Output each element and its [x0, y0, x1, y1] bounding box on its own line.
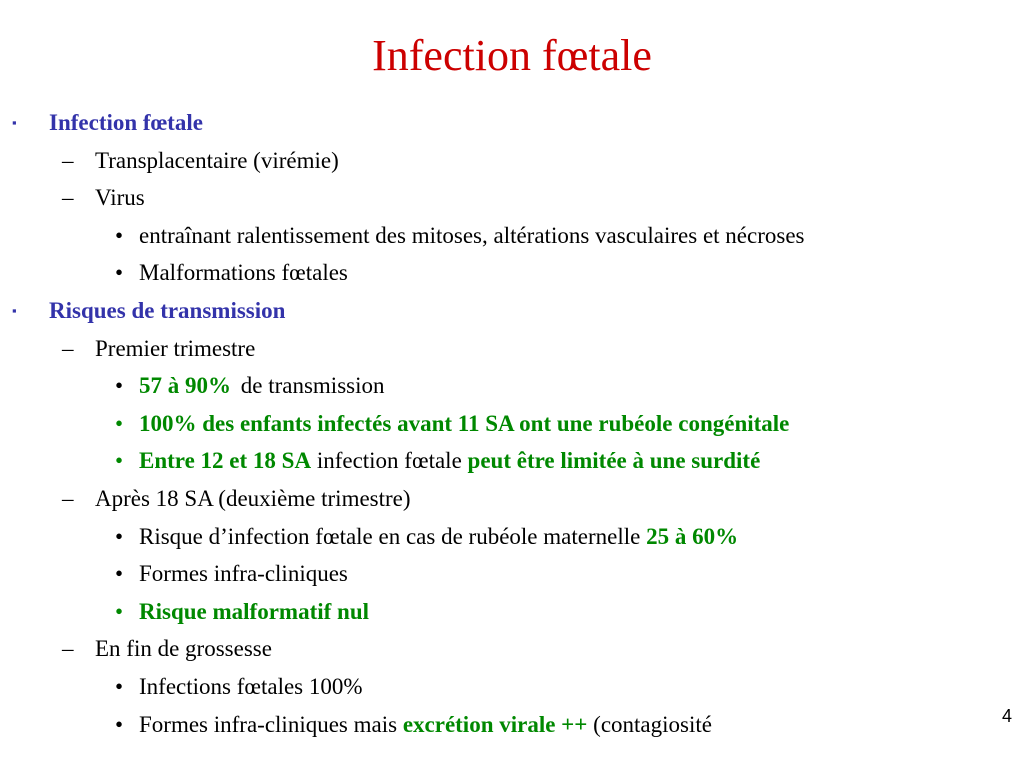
bullet-text: Malformations fœtales: [139, 260, 348, 286]
subsubbullet-malformations: [0, 254, 1024, 292]
subsubbullet-transmission-rate: [0, 367, 1024, 405]
slide-title: Infection fœtale: [372, 31, 652, 80]
subsubbullet-risque-malformatif: [0, 593, 1024, 631]
dot-bullet-icon: •: [115, 523, 124, 549]
slide-content: [0, 104, 1024, 743]
subbullet-premier-trimestre: [0, 330, 1024, 368]
subsubbullet-mitoses: [0, 217, 1024, 255]
highlight-text: Entre 12 et 18 SA: [139, 448, 312, 474]
subsubbullet-excretion-virale: [0, 706, 1024, 744]
highlight-text: excrétion virale ++: [402, 711, 588, 737]
subsubbullet-risque-infection: [0, 518, 1024, 556]
subbullet-transplacentaire: [0, 142, 1024, 180]
subbullet-virus: [0, 179, 1024, 217]
subsubbullet-surdite: [0, 442, 1024, 480]
highlight-text: 57 à 90%: [139, 373, 231, 399]
bullet-text: de transmission: [235, 373, 385, 399]
dot-bullet-icon: •: [115, 222, 124, 248]
section-heading: Infection fœtale: [49, 110, 203, 135]
bullet-text: Transplacentaire (virémie): [95, 147, 339, 173]
dot-bullet-icon: •: [115, 711, 124, 737]
dot-bullet-icon: •: [115, 373, 124, 399]
dot-bullet-icon: •: [115, 598, 124, 624]
bullet-text: Virus: [95, 185, 145, 211]
bullet-text: Après 18 SA (deuxième trimestre): [95, 485, 411, 511]
section-heading: Risques de transmission: [49, 297, 286, 323]
bullet-text: Risque d’infection fœtale en cas de rubéole maternelle: [139, 523, 647, 549]
bullet-text: entraînant ralentissement des mitoses, altérations vasculaires et nécroses: [139, 222, 805, 248]
dot-bullet-icon: •: [115, 260, 124, 286]
bullet-text: Premier trimestre: [95, 335, 256, 361]
subsubbullet-formes-infra-cliniques: [0, 555, 1024, 593]
page-number: 4: [1001, 706, 1012, 726]
highlight-text: peut être limitée à une surdité: [467, 448, 761, 474]
bullet-text: En fin de grossesse: [95, 636, 272, 662]
highlight-text: 25 à 60%: [646, 523, 739, 549]
bullet-text: infection fœtale: [311, 448, 468, 474]
bullet-text: Infections fœtales 100%: [139, 673, 363, 699]
bullet-text: (contagiosité: [587, 711, 712, 737]
dash-bullet-icon: –: [62, 636, 74, 662]
bullet-risques-transmission: [0, 292, 1024, 330]
dot-bullet-icon: •: [115, 410, 124, 436]
subbullet-apres-18-sa: [0, 480, 1024, 518]
highlight-text: Risque malformatif nul: [139, 598, 369, 624]
dash-bullet-icon: –: [62, 147, 74, 173]
subbullet-fin-grossesse: [0, 630, 1024, 668]
square-bullet-icon: ▪: [12, 115, 17, 130]
subsubbullet-rubeole-congenitale: [0, 405, 1024, 443]
square-bullet-icon: ▪: [12, 302, 17, 318]
dot-bullet-icon: •: [115, 673, 124, 699]
highlight-text: 100% des enfants infectés avant 11 SA ont une rubéole congénitale: [139, 410, 790, 436]
dot-bullet-icon: •: [115, 561, 124, 587]
subsubbullet-infections-100: [0, 668, 1024, 706]
bullet-infection-foetale: [0, 104, 1024, 142]
dash-bullet-icon: –: [62, 185, 74, 211]
dot-bullet-icon: •: [115, 448, 124, 474]
dash-bullet-icon: –: [62, 335, 74, 361]
dash-bullet-icon: –: [62, 485, 74, 511]
bullet-text: Formes infra-cliniques: [139, 561, 348, 587]
bullet-text: Formes infra-cliniques mais: [139, 711, 403, 737]
